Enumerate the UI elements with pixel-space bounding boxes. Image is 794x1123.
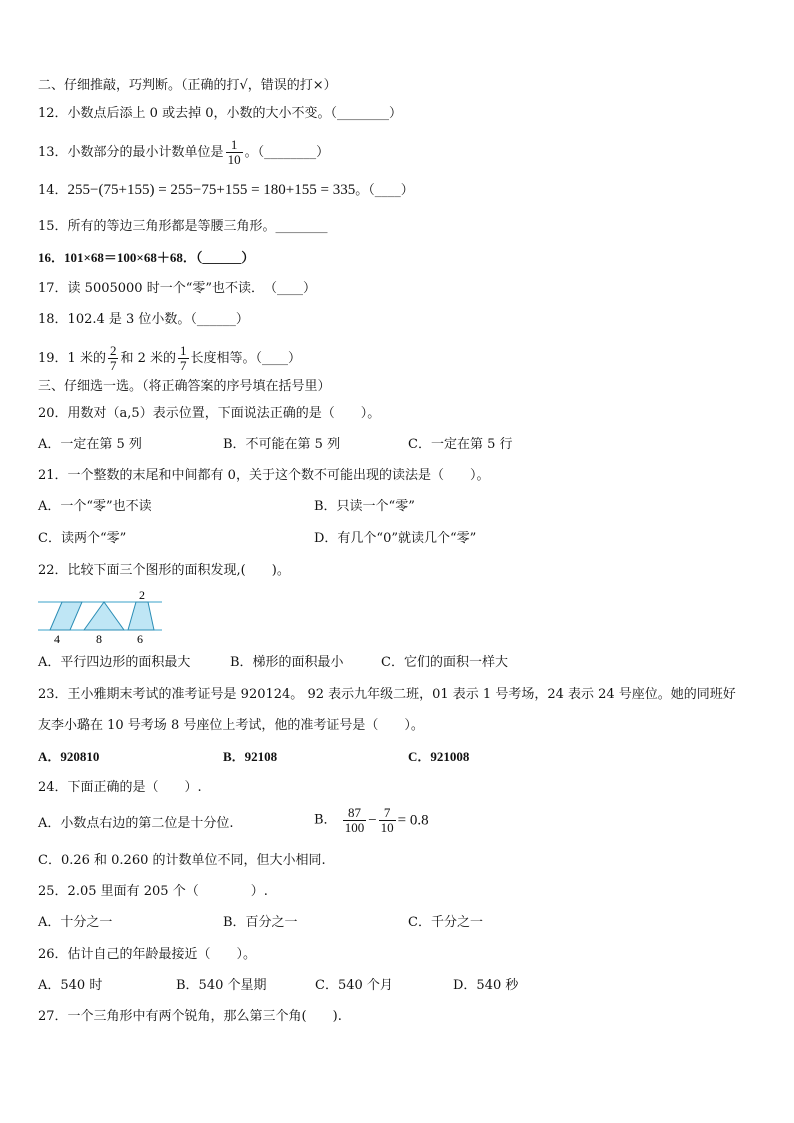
question-text: 2.05 里面有 205 个（ ）. xyxy=(67,884,268,899)
trapezoid-shape xyxy=(128,602,154,630)
option-a[interactable]: A．十分之一 xyxy=(38,915,113,930)
question-text-c: 长度相等。（____） xyxy=(190,351,302,366)
question-text-a: 1 米的 xyxy=(67,351,106,366)
question-number: 17． xyxy=(38,281,68,296)
label-trapezoid-top: 2 xyxy=(139,588,145,602)
question-text-post: 。（________） xyxy=(244,145,330,160)
question-number: 16． xyxy=(38,250,65,265)
question-text: 下面正确的是（ ）. xyxy=(67,780,202,795)
question-23 xyxy=(38,686,736,704)
question-number: 23． xyxy=(38,687,68,702)
option-b[interactable]: B．不可能在第 5 列 xyxy=(223,437,341,452)
question-number: 20． xyxy=(38,406,68,421)
fraction-7-10: $\frac{7}{10}$ xyxy=(380,805,394,835)
question-25 xyxy=(38,883,268,901)
option-a[interactable]: A．小数点右边的第二位是十分位. xyxy=(38,816,234,831)
question-text: 估计自己的年龄最接近（ ）。 xyxy=(67,947,257,962)
option-d[interactable]: D．540 秒 xyxy=(453,978,519,993)
question-17 xyxy=(38,280,316,298)
question-text: 一个三角形中有两个锐角，那么第三个角( ). xyxy=(67,1009,342,1024)
triangle-shape xyxy=(84,602,124,630)
question-text: 102.4 是 3 位小数。（______） xyxy=(67,312,249,327)
question-number: 19． xyxy=(38,351,68,366)
option-b[interactable]: B．百分之一 xyxy=(223,915,298,930)
section2-title: 二、仔细推敲，巧判断。（正确的打√，错误的打×） xyxy=(38,78,337,93)
question-20 xyxy=(38,405,380,423)
question-number: 24． xyxy=(38,780,68,795)
math-expression: 255−(75+155) = 255−75+155 = 180+155 = 335 xyxy=(67,182,356,198)
question-22 xyxy=(38,562,290,580)
question-number: 25． xyxy=(38,884,68,899)
question-text: 用数对（a,5）表示位置，下面说法正确的是（ ）。 xyxy=(67,406,381,421)
question-23-continued xyxy=(38,717,424,735)
option-c[interactable]: C．它们的面积一样大 xyxy=(381,655,508,670)
fraction-1: $\frac{2}{7}$ xyxy=(109,343,117,373)
option-d[interactable]: D．有几个“0”就读几个“零” xyxy=(314,531,477,546)
option-c[interactable]: C．读两个“零” xyxy=(38,531,127,546)
question-number: 27． xyxy=(38,1009,68,1024)
parallelogram-shape xyxy=(50,602,82,630)
question-16 xyxy=(38,249,254,267)
question-24 xyxy=(38,779,202,797)
fraction-87-100: $\frac{87}{100}$ xyxy=(344,805,365,835)
question-text-post: 。（____） xyxy=(355,183,414,198)
question-21 xyxy=(38,467,489,485)
question-number: 22． xyxy=(38,563,68,578)
question-18 xyxy=(38,311,249,329)
option-c[interactable]: C．千分之一 xyxy=(408,915,483,930)
label-trapezoid-bottom: 6 xyxy=(137,632,143,646)
fraction: $\frac{1}{10}$ xyxy=(227,137,241,167)
question-number: 12． xyxy=(38,106,68,121)
question-14 xyxy=(38,181,414,200)
question-number: 21． xyxy=(38,468,68,483)
question-number: 14． xyxy=(38,183,68,198)
option-c[interactable]: C．921008 xyxy=(408,749,470,764)
label-triangle-base: 8 xyxy=(96,632,102,646)
option-a[interactable]: A．540 时 xyxy=(38,978,103,993)
question-19 xyxy=(38,344,301,373)
option-b[interactable]: B．只读一个“零” xyxy=(314,499,415,514)
question-26 xyxy=(38,946,256,964)
question-text-line2: 友李小璐在 10 号考场 8 号座位上考试，他的准考证号是（ ）。 xyxy=(38,718,424,733)
fraction-2: $\frac{1}{7}$ xyxy=(180,343,187,373)
option-b[interactable]: B．梯形的面积最小 xyxy=(230,655,344,670)
shapes-figure xyxy=(36,588,166,646)
question-text: 小数点后添上 0 或去掉 0，小数的大小不变。（________） xyxy=(67,106,402,121)
question-text: 101×68＝100×68＋68．（______） xyxy=(64,250,255,265)
question-number: 18． xyxy=(38,312,68,327)
question-number: 13． xyxy=(38,145,68,160)
question-text-line1: 王小雅期末考试的准考证号是 920124。 92 表示九年级二班，01 表示 1 号考场，24 表示 24 号座位。她的同班好 xyxy=(67,687,736,702)
option-b[interactable]: B．540 个星期 xyxy=(176,978,267,993)
option-a[interactable]: A．一定在第 5 列 xyxy=(38,437,142,452)
option-c[interactable]: C．540 个月 xyxy=(315,978,393,993)
section3-title: 三、仔细选一选。（将正确答案的序号填在括号里） xyxy=(38,379,331,394)
question-12 xyxy=(38,105,402,123)
question-text: 所有的等边三角形都是等腰三角形。________ xyxy=(67,219,328,234)
option-a[interactable]: A．一个“零”也不读 xyxy=(38,499,152,514)
option-c[interactable]: C．0.26 和 0.260 的计数单位不同，但大小相同. xyxy=(38,853,326,868)
option-a[interactable]: A．平行四边形的面积最大 xyxy=(38,655,191,670)
question-15 xyxy=(38,218,328,236)
question-text: 读 5005000 时一个“零”也不读． （____） xyxy=(67,281,317,296)
label-parallelogram-base: 4 xyxy=(54,632,60,646)
result: = 0.8 xyxy=(397,812,429,829)
option-c[interactable]: C．一定在第 5 行 xyxy=(408,437,513,452)
question-text: 比较下面三个图形的面积发现,( )。 xyxy=(67,563,290,578)
question-13 xyxy=(38,138,329,167)
option-b[interactable] xyxy=(314,806,429,835)
question-number: 15． xyxy=(38,219,68,234)
question-number: 26． xyxy=(38,947,68,962)
option-b[interactable]: B．92108 xyxy=(223,749,278,764)
option-b-label: B． xyxy=(314,812,337,828)
question-27 xyxy=(38,1008,342,1026)
minus-sign: − xyxy=(368,812,377,829)
question-text: 小数部分的最小计数单位是 xyxy=(67,145,224,160)
question-text: 一个整数的末尾和中间都有 0，关于这个数不可能出现的读法是（ ）。 xyxy=(67,468,490,483)
question-text-b: 和 2 米的 xyxy=(120,351,176,366)
option-a[interactable]: A．920810 xyxy=(38,749,100,764)
